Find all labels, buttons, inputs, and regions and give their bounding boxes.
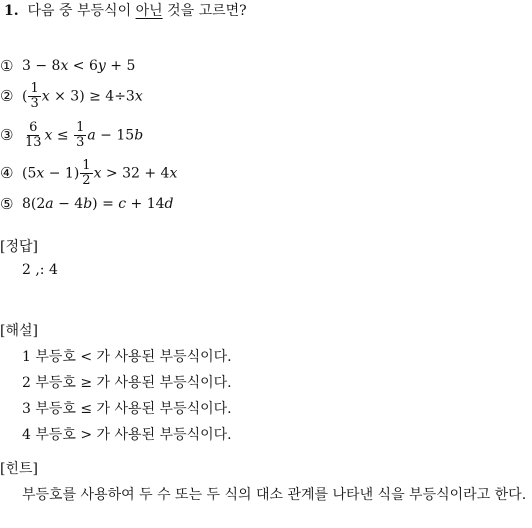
option-4 xyxy=(0,155,177,191)
option-expression: ( $\frac{1}{3}$ x × 3) ≥ 4÷3x xyxy=(22,80,143,111)
fraction: $\frac{1}{3}$ xyxy=(30,80,39,111)
explanation-line: 4 부등호 > 가 사용된 부등식이다. xyxy=(22,427,232,443)
option-mark: ③ xyxy=(0,126,14,144)
option-3 xyxy=(0,117,143,153)
question-text-before: 다음 중 부등식이 xyxy=(27,3,136,19)
option-mark: ② xyxy=(0,87,14,105)
explanation-header: [해설] xyxy=(0,323,38,339)
option-1 xyxy=(0,52,135,80)
fraction: $\frac{1}{3}$ xyxy=(76,119,85,150)
hint-text: 부등호를 사용하여 두 수 또는 두 식의 대소 관계를 나타낸 식을 부등식이라고 한다. xyxy=(22,487,527,503)
option-mark: ① xyxy=(0,57,14,75)
fraction: $\frac{6}{13}$ xyxy=(25,119,42,150)
option-2 xyxy=(0,80,143,112)
option-expression: 3 − 8x < 6y + 5 xyxy=(22,58,136,74)
option-expression: 8(2a − 4b) = c + 14d xyxy=(22,196,174,212)
question-line xyxy=(4,0,247,22)
question-number: 1. xyxy=(4,3,19,19)
explanation-line: 2 부등호 ≥ 가 사용된 부등식이다. xyxy=(22,375,232,391)
question-text-after: 것을 고르면? xyxy=(162,3,247,19)
option-mark: ④ xyxy=(0,164,14,182)
question-underlined-word: 아닌 xyxy=(135,3,163,19)
option-5 xyxy=(0,190,174,218)
hint-header: [힌트] xyxy=(0,461,38,477)
option-expression: (5x − 1) $\frac{1}{2}$ x > 32 + 4x xyxy=(22,157,178,188)
answer-value: 2 ,: 4 xyxy=(22,262,58,278)
explanation-line: 3 부등호 ≤ 가 사용된 부등식이다. xyxy=(22,401,232,417)
option-expression: $\frac{6}{13}$ x ≤ $\frac{1}{3}$ a − 15b xyxy=(25,119,144,150)
explanation-line: 1 부등호 < 가 사용된 부등식이다. xyxy=(22,349,232,365)
question-text xyxy=(23,3,247,19)
option-mark: ⑤ xyxy=(0,195,14,213)
answer-header: [정답] xyxy=(0,239,38,255)
fraction: $\frac{1}{2}$ xyxy=(82,157,91,188)
